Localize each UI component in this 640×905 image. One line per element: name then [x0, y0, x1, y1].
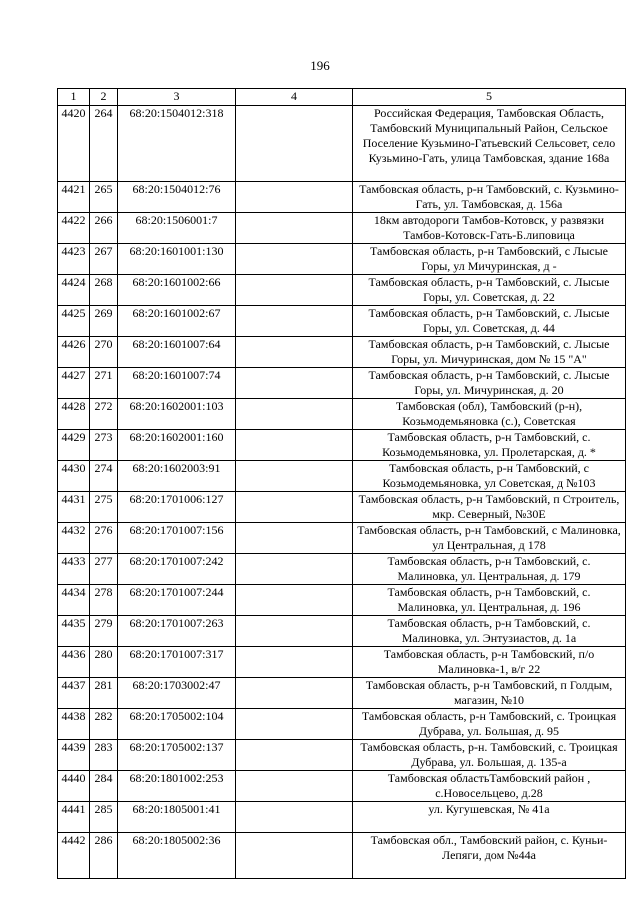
table-row: [58, 306, 626, 337]
empty-cell: [236, 740, 353, 771]
item-index-cell: 277: [90, 554, 118, 585]
item-index-cell: 274: [90, 461, 118, 492]
item-index-cell: 276: [90, 523, 118, 554]
row-number-cell: 4426: [58, 337, 90, 368]
empty-cell: [236, 616, 353, 647]
empty-cell: [236, 306, 353, 337]
table-row: [58, 585, 626, 616]
empty-cell: [236, 709, 353, 740]
row-number-cell: 4432: [58, 523, 90, 554]
table-row: [58, 430, 626, 461]
address-cell: Тамбовская область, р-н Тамбовский, с. Лысые Горы, ул. Советская, д. 44: [353, 306, 626, 337]
address-cell: ул. Кугушевская, № 41а: [353, 802, 626, 833]
address-cell: Тамбовская обл., Тамбовский район, с. Куньи-Лепяги, дом №44а: [353, 833, 626, 879]
row-number-cell: 4439: [58, 740, 90, 771]
header-col-5: 5: [353, 89, 626, 106]
address-cell: Тамбовская область, р-н Тамбовский, с Козьмодемьяновка, ул Советская, д №103: [353, 461, 626, 492]
address-cell: Тамбовская область, р-н Тамбовский, с. Лысые Горы, ул. Мичуринская, д. 20: [353, 368, 626, 399]
address-cell: Тамбовская область, р-н Тамбовский, с Лысые Горы, ул Мичуринская, д -: [353, 244, 626, 275]
row-number-cell: 4433: [58, 554, 90, 585]
empty-cell: [236, 554, 353, 585]
item-index-cell: 283: [90, 740, 118, 771]
cadastral-number-cell: 68:20:1701007:242: [118, 554, 236, 585]
address-cell: Тамбовская область, р-н Тамбовский, с. Козьмодемьяновка, ул. Пролетарская, д. *: [353, 430, 626, 461]
table-row: [58, 213, 626, 244]
header-col-3: 3: [118, 89, 236, 106]
cadastral-number-cell: 68:20:1701007:156: [118, 523, 236, 554]
table-row: [58, 833, 626, 879]
address-cell: Тамбовская (обл), Тамбовский (р-н), Козьмодемьяновка (с.), Советская: [353, 399, 626, 430]
item-index-cell: 264: [90, 106, 118, 182]
cadastral-number-cell: 68:20:1805002:36: [118, 833, 236, 879]
row-number-cell: 4442: [58, 833, 90, 879]
item-index-cell: 278: [90, 585, 118, 616]
header-col-4: 4: [236, 89, 353, 106]
table-row: [58, 771, 626, 802]
cadastral-number-cell: 68:20:1506001:7: [118, 213, 236, 244]
empty-cell: [236, 523, 353, 554]
address-cell: 18км автодороги Тамбов-Котовск, у развязки Тамбов-Котовск-Гать-Б.липовица: [353, 213, 626, 244]
item-index-cell: 275: [90, 492, 118, 523]
item-index-cell: 268: [90, 275, 118, 306]
table-row: [58, 740, 626, 771]
row-number-cell: 4425: [58, 306, 90, 337]
empty-cell: [236, 461, 353, 492]
header-col-1: 1: [58, 89, 90, 106]
row-number-cell: 4431: [58, 492, 90, 523]
address-cell: Тамбовская область, р-н Тамбовский, с. Троицкая Дубрава, ул. Большая, д. 95: [353, 709, 626, 740]
row-number-cell: 4428: [58, 399, 90, 430]
address-cell: Тамбовская область, р-н Тамбовский, п Голдым, магазин, №10: [353, 678, 626, 709]
row-number-cell: 4434: [58, 585, 90, 616]
row-number-cell: 4429: [58, 430, 90, 461]
item-index-cell: 280: [90, 647, 118, 678]
header-row: [58, 89, 626, 106]
row-number-cell: 4435: [58, 616, 90, 647]
table-row: [58, 182, 626, 213]
empty-cell: [236, 399, 353, 430]
cadastral-number-cell: 68:20:1602003:91: [118, 461, 236, 492]
item-index-cell: 271: [90, 368, 118, 399]
cadastral-number-cell: 68:20:1601002:66: [118, 275, 236, 306]
table-row: [58, 523, 626, 554]
item-index-cell: 266: [90, 213, 118, 244]
item-index-cell: 267: [90, 244, 118, 275]
cadastral-number-cell: 68:20:1805001:41: [118, 802, 236, 833]
row-number-cell: 4430: [58, 461, 90, 492]
table-row: [58, 802, 626, 833]
empty-cell: [236, 833, 353, 879]
empty-cell: [236, 492, 353, 523]
item-index-cell: 279: [90, 616, 118, 647]
cadastral-number-cell: 68:20:1705002:137: [118, 740, 236, 771]
table-row: [58, 678, 626, 709]
address-cell: Тамбовская область, р-н Тамбовский, с. Кузьмино-Гать, ул. Тамбовская, д. 156а: [353, 182, 626, 213]
row-number-cell: 4440: [58, 771, 90, 802]
table-row: [58, 275, 626, 306]
item-index-cell: 270: [90, 337, 118, 368]
cadastral-number-cell: 68:20:1703002:47: [118, 678, 236, 709]
address-cell: Тамбовская область, р-н. Тамбовский, с. Троицкая Дубрава, ул. Большая, д. 135-а: [353, 740, 626, 771]
cadastral-number-cell: 68:20:1601007:74: [118, 368, 236, 399]
item-index-cell: 269: [90, 306, 118, 337]
cadastral-number-cell: 68:20:1705002:104: [118, 709, 236, 740]
row-number-cell: 4438: [58, 709, 90, 740]
item-index-cell: 272: [90, 399, 118, 430]
item-index-cell: 285: [90, 802, 118, 833]
row-number-cell: 4436: [58, 647, 90, 678]
cadastral-number-cell: 68:20:1601001:130: [118, 244, 236, 275]
address-cell: Российская Федерация, Тамбовская Область, Тамбовский Муниципальный Район, Сельское Поселение Кузьмино-Гатьевский Сельсовет, село Кузьмино-Гать, улица Тамбовская, здание 168а: [353, 106, 626, 182]
table-row: [58, 368, 626, 399]
row-number-cell: 4420: [58, 106, 90, 182]
item-index-cell: 284: [90, 771, 118, 802]
empty-cell: [236, 585, 353, 616]
cadastral-number-cell: 68:20:1701007:263: [118, 616, 236, 647]
table-row: [58, 709, 626, 740]
row-number-cell: 4441: [58, 802, 90, 833]
item-index-cell: 265: [90, 182, 118, 213]
item-index-cell: 282: [90, 709, 118, 740]
empty-cell: [236, 337, 353, 368]
empty-cell: [236, 678, 353, 709]
header-col-2: 2: [90, 89, 118, 106]
table-row: [58, 461, 626, 492]
cadastral-number-cell: 68:20:1701007:244: [118, 585, 236, 616]
row-number-cell: 4423: [58, 244, 90, 275]
table-row: [58, 337, 626, 368]
empty-cell: [236, 106, 353, 182]
property-table: [57, 88, 626, 879]
table-row: [58, 616, 626, 647]
cadastral-number-cell: 68:20:1504012:318: [118, 106, 236, 182]
row-number-cell: 4421: [58, 182, 90, 213]
address-cell: Тамбовская область, р-н Тамбовский, п Строитель, мкр. Северный, №30Е: [353, 492, 626, 523]
item-index-cell: 286: [90, 833, 118, 879]
empty-cell: [236, 213, 353, 244]
address-cell: Тамбовская область, р-н Тамбовский, с. Малиновка, ул. Центральная, д. 179: [353, 554, 626, 585]
table-row: [58, 106, 626, 182]
address-cell: Тамбовская областьТамбовский район , с.Новосельцево, д.28: [353, 771, 626, 802]
page-number: 196: [310, 58, 330, 73]
empty-cell: [236, 430, 353, 461]
empty-cell: [236, 182, 353, 213]
cadastral-number-cell: 68:20:1601007:64: [118, 337, 236, 368]
item-index-cell: 273: [90, 430, 118, 461]
cadastral-number-cell: 68:20:1601002:67: [118, 306, 236, 337]
address-cell: Тамбовская область, р-н Тамбовский, с. Лысые Горы, ул. Советская, д. 22: [353, 275, 626, 306]
item-index-cell: 281: [90, 678, 118, 709]
table-row: [58, 492, 626, 523]
cadastral-number-cell: 68:20:1504012:76: [118, 182, 236, 213]
row-number-cell: 4427: [58, 368, 90, 399]
empty-cell: [236, 802, 353, 833]
address-cell: Тамбовская область, р-н Тамбовский, с. Лысые Горы, ул. Мичуринская, дом № 15 "А": [353, 337, 626, 368]
cadastral-number-cell: 68:20:1602001:103: [118, 399, 236, 430]
address-cell: Тамбовская область, р-н Тамбовский, с. Малиновка, ул. Энтузиастов, д. 1а: [353, 616, 626, 647]
row-number-cell: 4424: [58, 275, 90, 306]
address-cell: Тамбовская область, р-н Тамбовский, с Малиновка, ул Центральная, д 178: [353, 523, 626, 554]
empty-cell: [236, 771, 353, 802]
table-row: [58, 399, 626, 430]
cadastral-number-cell: 68:20:1701007:317: [118, 647, 236, 678]
cadastral-number-cell: 68:20:1801002:253: [118, 771, 236, 802]
row-number-cell: 4437: [58, 678, 90, 709]
empty-cell: [236, 368, 353, 399]
cadastral-number-cell: 68:20:1701006:127: [118, 492, 236, 523]
empty-cell: [236, 647, 353, 678]
cadastral-number-cell: 68:20:1602001:160: [118, 430, 236, 461]
address-cell: Тамбовская область, р-н Тамбовский, с. Малиновка, ул. Центральная, д. 196: [353, 585, 626, 616]
table-row: [58, 554, 626, 585]
empty-cell: [236, 244, 353, 275]
row-number-cell: 4422: [58, 213, 90, 244]
table-row: [58, 647, 626, 678]
address-cell: Тамбовская область, р-н Тамбовский, п/о Малиновка-1, в/г 22: [353, 647, 626, 678]
table-row: [58, 244, 626, 275]
empty-cell: [236, 275, 353, 306]
